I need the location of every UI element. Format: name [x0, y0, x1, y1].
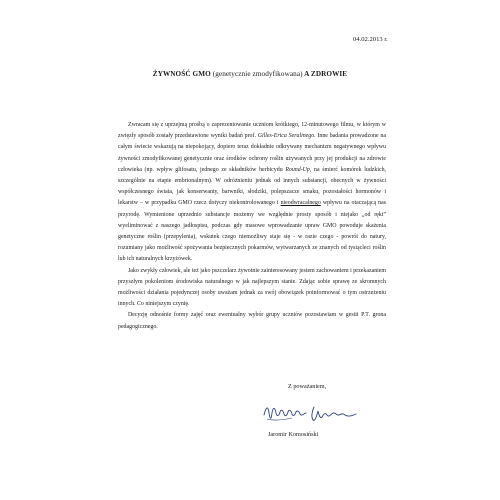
- signer-name: Jaromir Komosiński: [268, 431, 319, 438]
- closing-salutation: Z poważaniem,: [288, 383, 327, 390]
- title-subtitle: (genetycznie zmodyfikowana): [212, 70, 303, 78]
- letter-title: [0, 70, 500, 78]
- title-tail: A ZDROWIE: [304, 70, 348, 78]
- title-main: ŻYWNOŚĆ GMO: [152, 70, 211, 78]
- paragraph-3: Decyzję odnośnie formy zajęć oraz ewentualny wybór grupy uczniów pozostawiam w gestii P.T. grona pedagogicznego.: [118, 312, 386, 330]
- paragraph-2: Jako zwykły człowiek, ale też jako pszczelarz żywotnie zainteresowany jestem zachowaniem i przekazaniem przyszłym pokoleniom środowiska naturalnego w jak najlepszym stanie. Zdając sobie sprawę ze skromnych możliwości działania pojedynczej osoby uważam jednak za swój obowiązek poinformować o tym ostrzeżeniu innych. Co niniejszym czynię.: [118, 267, 386, 308]
- paragraph-1: [118, 120, 386, 266]
- letter-body: [118, 120, 386, 333]
- paragraph-1-herbicide-name: Round-Up: [285, 166, 310, 173]
- letter-date: 04.02.2013 r.: [353, 36, 388, 43]
- paragraph-1-underlined-word: nieodwracalnego: [280, 200, 321, 207]
- paragraph-1-part-d: wpływu na otaczającą nas przyrodę. Wymienione uprzednio substancje możemy we względnie prosty sposób i niejako „od ręki” wyeliminować z naszego jadłospisu, podczas gdy masowe wprowadzanie upraw GMO powoduje skażenia genetyczne roślin (przepylenia), wskutek czego niemożliwy staje się - w razie czego - powrót do natury, rozumiany jako możliwość spożywania bezpiecznych pokarmów, wytwarzanych ze znanych od tysiącleci roślin lub ich naturalnych krzyżówek.: [118, 200, 387, 263]
- paragraph-1-part-b: . Inne badania prowadzone na całym świecie wskazują na niepokojący, dopiero teraz dokładnie odkrywany mechanizm negatywnego wpływu żywności zmodyfikowanej genetycznie oraz środków ochrony roślin używanych przy jej produkcji na zdrowie człowieka (np. wpływ glifosatu, jednego ze składników herbicydu: [118, 133, 386, 173]
- paragraph-1-professor-name: Gilles-Erica Seralinego: [257, 133, 315, 140]
- paragraph-1-part-a: Zwracam się z uprzejmą prośbą o zaprezentowanie uczniom krótkiego, 12-minutowego filmu, w którym w zwięzły sposób zostały przedstawione wyniki badań prof.: [118, 122, 386, 140]
- handwritten-signature: [262, 401, 362, 425]
- paragraph-1-part-c: , na śmierć komórek ludzkich, szczególnie na etapie embrionalnym). W odróżnieniu jednak od innych substancji, obecnych w żywności współczesnego świata, jak konserwanty, barwniki, słodziki, polepszacze smaku, pozostałości hormonów i lekarstw – w przypadku GMO rzecz dotyczy niekontrolowanego i: [118, 166, 386, 207]
